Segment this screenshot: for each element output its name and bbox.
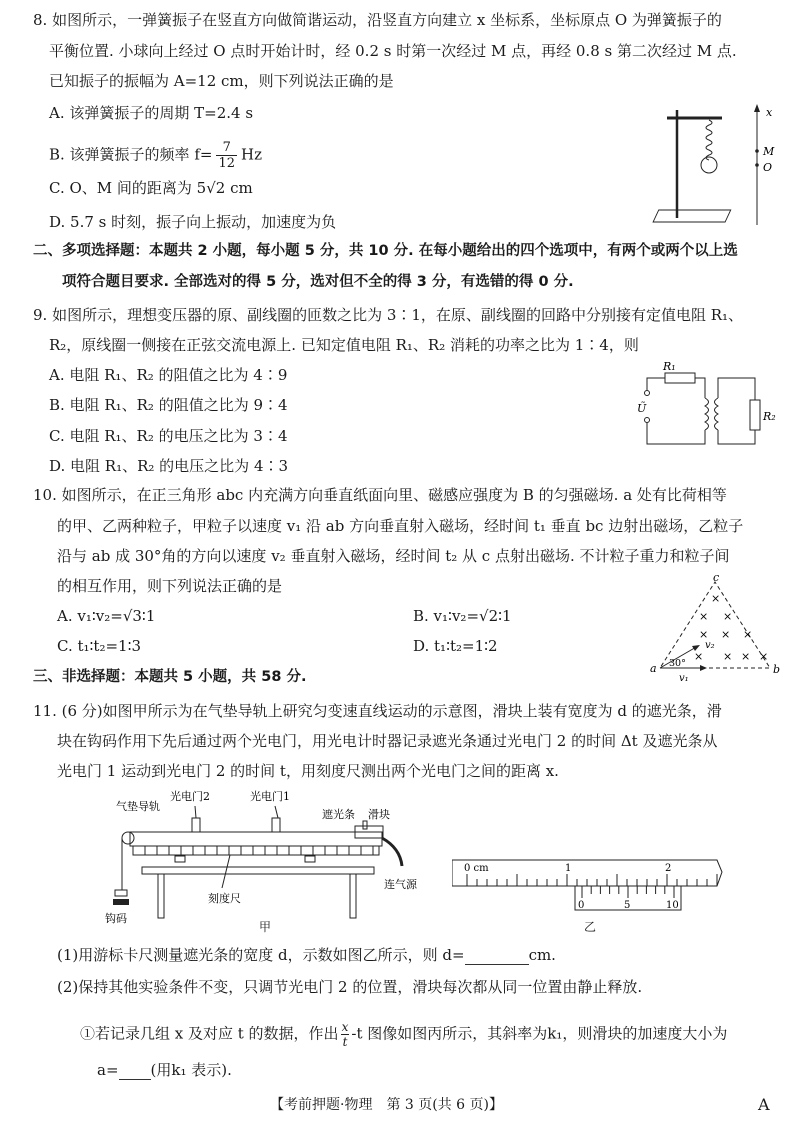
fraction-denominator: t	[342, 1035, 348, 1049]
q8-option-d: D. 5.7 s 时刻，振子向上振动，加速度为负	[49, 213, 337, 231]
q8-stem-line-3: 已知振子的振幅为 A=12 cm，则下列说法正确的是	[49, 72, 394, 90]
r2-label: R₂	[763, 410, 776, 423]
transformer-circuit-figure	[625, 358, 785, 448]
point-m	[755, 149, 759, 153]
vernier-label-0: 0	[578, 900, 585, 911]
q8-option-b-text: B. 该弹簧振子的频率 f=	[49, 145, 213, 164]
v1-arrowhead-icon	[700, 665, 707, 671]
pulley	[122, 832, 134, 844]
field-cross-mark: ×	[699, 610, 709, 623]
q10-option-d: D. t₁∶t₂=1∶2	[413, 637, 498, 655]
magnetic-field-crosses	[694, 592, 768, 663]
q8-stem-line-2: 平衡位置. 小球向上经过 O 点时开始计时，经 0.2 s 时第一次经过 M 点，再经 0.8 s 第二次经过 M 点.	[49, 42, 737, 60]
vertex-c-label: c	[713, 572, 720, 584]
ruler-label: 刻度尺	[208, 892, 241, 905]
stand-base	[653, 210, 731, 222]
field-cross-mark: ×	[721, 628, 731, 641]
q11-sub1-text: ①若记录几组 x 及对应 t 的数据，作出	[80, 1024, 339, 1043]
spring-oscillator-figure	[645, 100, 785, 230]
section2-heading-line-2: 项符合题目要求. 全部选对的得 5 分，选对但不全的得 3 分，有选错的得 0 分.	[62, 274, 574, 290]
point-o	[755, 163, 759, 167]
q10-stem-line-1: 10. 如图所示，在正三角形 abc 内充满方向垂直纸面向里、磁感应强度为 B 的匀强磁场. a 处有比荷相等	[33, 486, 727, 504]
angle-label: 30°	[669, 658, 686, 669]
hook-weight	[113, 899, 129, 905]
rail-label: 气垫导轨	[116, 800, 160, 813]
answer-prefix: a=	[97, 1061, 119, 1079]
photogate-1	[272, 818, 280, 832]
primary-coil	[705, 398, 709, 430]
secondary-coil	[715, 398, 719, 430]
vertex-b-label: b	[773, 663, 781, 676]
q10-stem-line-2: 的甲、乙两种粒子，甲粒子以速度 v₁ 沿 ab 方向垂直射入磁场，经时间 t₁ 垂直 bc 边射出磁场，乙粒子	[57, 517, 744, 535]
field-cross-mark: ×	[743, 628, 753, 641]
fraction-numerator: 7	[222, 140, 231, 155]
m-label: M	[763, 145, 775, 158]
vernier-label-10: 10	[666, 900, 679, 911]
hook-weight	[115, 890, 127, 896]
q10-stem-line-3: 沿与 ab 成 30°角的方向以速度 v₂ 垂直射入磁场，经时间 t₂ 从 c 点射出磁场. 不计粒子重力和粒子间	[57, 547, 730, 565]
q9-stem-line-2: R₂，原线圈一侧接在正弦交流电源上. 已知定值电阻 R₁、R₂ 消耗的功率之比为 1∶4，则	[49, 336, 639, 354]
section3-heading: 三、非选择题：本题共 5 小题，共 58 分.	[33, 669, 307, 685]
air-track	[130, 832, 382, 846]
terminal	[645, 391, 650, 396]
vernier-caliper-figure-yi	[452, 852, 732, 912]
triangle-field-figure	[645, 572, 785, 684]
field-cross-mark: ×	[711, 592, 721, 605]
q9-option-d: D. 电阻 R₁、R₂ 的电压之比为 4∶3	[49, 457, 289, 475]
strip-label: 遮光条	[322, 808, 355, 821]
figure-jia-caption: 甲	[259, 920, 272, 934]
main-label-1: 1	[565, 863, 572, 874]
q11-part2: (2)保持其他实验条件不变，只调节光电门 2 的位置，滑块每次都从同一位置由静止释放.	[57, 978, 643, 996]
q8-option-c: C. O、M 间的距离为 5√2 cm	[49, 179, 253, 197]
spring	[706, 120, 712, 160]
gate1-label: 光电门1	[250, 790, 290, 803]
q8-option-b	[49, 140, 262, 171]
photogate-2	[192, 818, 200, 832]
q9-option-a: A. 电阻 R₁、R₂ 的阻值之比为 4∶9	[49, 366, 288, 384]
fraction-x-over-t	[341, 1020, 350, 1049]
weight-label: 钩码	[105, 912, 127, 925]
secondary-wire	[718, 378, 755, 444]
source-label: Ũ	[637, 402, 647, 415]
fraction	[216, 140, 237, 171]
answer-blank-a[interactable]	[119, 1063, 151, 1080]
footer-version: A	[758, 1095, 770, 1114]
q11-part1	[57, 945, 556, 965]
x-axis-label: x	[766, 106, 773, 119]
answer-hint: (用k₁ 表示).	[150, 1061, 232, 1079]
fraction-numerator: x	[341, 1020, 349, 1034]
q8-option-a: A. 该弹簧振子的周期 T=2.4 s	[49, 104, 254, 122]
unit: Hz	[241, 145, 262, 164]
q10-option-a: A. v₁∶v₂=√3∶1	[57, 607, 156, 625]
v2-label: v₂	[705, 640, 715, 651]
field-cross-mark: ×	[694, 650, 704, 663]
o-label: O	[763, 161, 773, 174]
figure-yi-caption: 乙	[584, 920, 597, 934]
air-source-label: 连气源	[384, 878, 417, 891]
field-cross-mark: ×	[723, 610, 733, 623]
section2-heading-line-1: 二、多项选择题：本题共 2 小题，每小题 5 分，共 10 分. 在每小题给出的四个选项中，有两个或两个以上选	[33, 243, 738, 259]
q11-sub1-answer	[97, 1060, 232, 1080]
field-cross-mark: ×	[699, 628, 709, 641]
ruler	[133, 846, 379, 855]
q11-part1-text: (1)用游标卡尺测量遮光条的宽度 d，示数如图乙所示，则 d=	[57, 946, 465, 964]
unit: cm.	[528, 946, 556, 964]
ball	[701, 157, 717, 173]
field-cross-mark: ×	[759, 650, 769, 663]
q11-sub1-text-2: -t 图像如图丙所示，其斜率为k₁，则滑块的加速度大小为	[351, 1024, 728, 1043]
terminal	[645, 418, 650, 423]
q11-stem-line-2: 块在钩码作用下先后通过两个光电门，用光电计时器记录遮光条通过光电门 2 的时间 Δt 及遮光条从	[57, 732, 718, 750]
q10-option-b: B. v₁∶v₂=√2∶1	[413, 607, 512, 625]
q8-stem-line-1: 8. 如图所示，一弹簧振子在竖直方向做简谐运动，沿竖直方向建立 x 坐标系，坐标原点 O 为弹簧振子的	[33, 11, 722, 29]
table-top	[142, 867, 374, 874]
light-strip	[363, 821, 367, 829]
r1-label: R₁	[663, 360, 676, 373]
gate2-label: 光电门2	[170, 790, 210, 803]
fraction-denominator: 12	[218, 156, 235, 171]
field-cross-mark: ×	[723, 650, 733, 663]
field-cross-mark: ×	[741, 650, 751, 663]
v1-label: v₁	[679, 673, 689, 684]
q9-option-c: C. 电阻 R₁、R₂ 的电压之比为 3∶4	[49, 427, 288, 445]
vertex-a-label: a	[650, 662, 657, 675]
slider-label: 滑块	[368, 808, 390, 821]
q11-sub1	[80, 1020, 727, 1049]
main-label-2: 2	[665, 863, 672, 874]
primary-wire	[647, 378, 705, 444]
q9-stem-line-1: 9. 如图所示，理想变压器的原、副线圈的匝数之比为 3∶1，在原、副线圈的回路中分别接有定值电阻 R₁、	[33, 306, 744, 324]
x-axis-arrow-icon	[754, 104, 760, 112]
main-label-0: 0 cm	[464, 863, 489, 874]
q10-option-c: C. t₁∶t₂=1∶3	[57, 637, 142, 655]
resistor-r1	[665, 373, 695, 383]
q9-option-b: B. 电阻 R₁、R₂ 的阻值之比为 9∶4	[49, 396, 288, 414]
q10-stem-line-4: 的相互作用，则下列说法正确的是	[57, 577, 283, 595]
answer-blank-d[interactable]	[465, 948, 529, 965]
q11-stem-line-1: 11. (6 分)如图甲所示为在气垫导轨上研究匀变速直线运动的示意图，滑块上装有宽度为 d 的遮光条，滑	[33, 702, 722, 720]
vernier-label-5: 5	[624, 900, 631, 911]
footer-title: 【考前押题·物理 第 3 页(共 6 页)】	[270, 1097, 503, 1113]
resistor-r2	[750, 400, 760, 430]
air-track-figure-jia	[100, 790, 420, 930]
air-hose	[382, 838, 402, 866]
q11-stem-line-3: 光电门 1 运动到光电门 2 的时间 t，用刻度尺测出两个光电门之间的距离 x.	[57, 762, 559, 780]
